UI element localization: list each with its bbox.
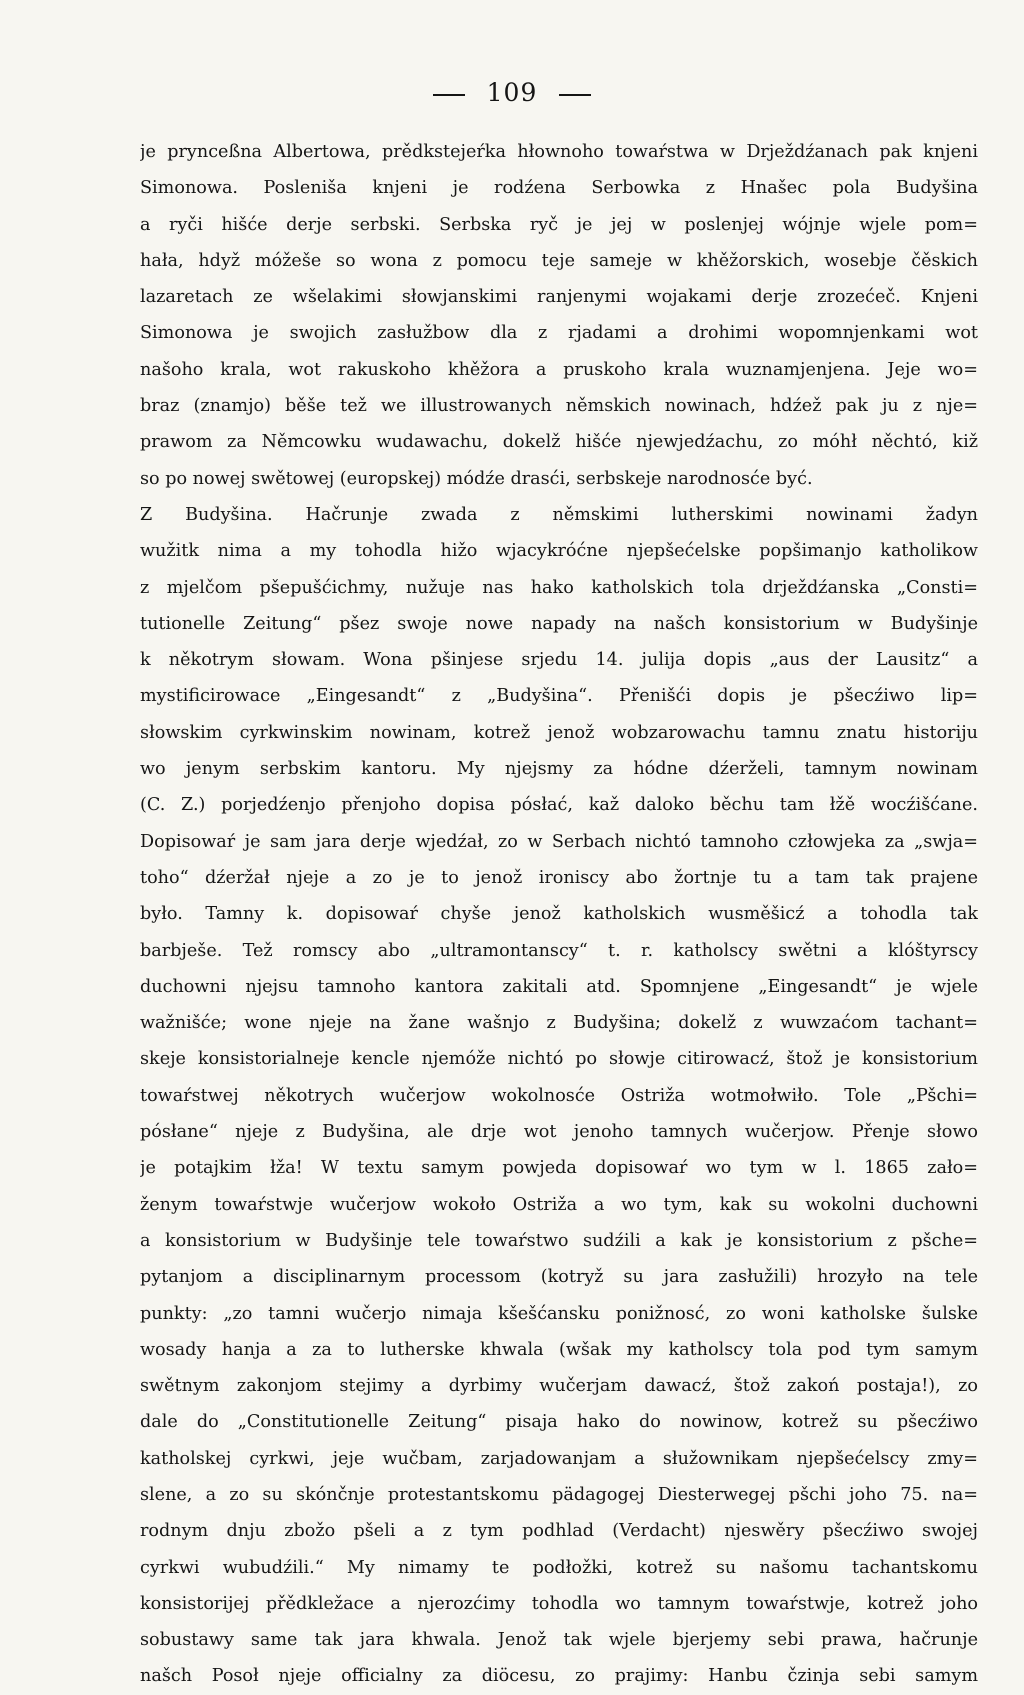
text-line: prawom za Němcowku wudawachu, dokelž hišće njewjedźachu, zo móhł něchtó, kiž bbox=[140, 432, 978, 453]
text-line: a ryči hišće derje serbski. Serbska ryč je jej w poslenjej wójnje wjele pom= bbox=[140, 214, 978, 235]
text-line: Simonowa. Posleniša knjeni je rodźena Serbowka z Hnašec pola Budyšina bbox=[140, 178, 978, 199]
text-line: wažnišće; wone njeje na žane wašnjo z Budyšina; dokelž z wuwzaćom tachant= bbox=[140, 1013, 978, 1034]
text-line: punkty: „zo tamni wučerjo nimaja kšešćansku ponižnosć, zo woni katholske šulske bbox=[140, 1303, 978, 1324]
text-line: pósłane“ njeje z Budyšina, ale drje wot jenoho tamnych wučerjow. Přenje słowo bbox=[140, 1122, 978, 1143]
header-dash-left bbox=[433, 94, 465, 96]
text-line: skeje konsistorialneje kencle njemóže nichtó po słowje citirowacź, štož je konsistorium bbox=[140, 1049, 978, 1070]
text-line: towaŕstwej někotrych wučerjow wokolnosće Ostriža wotmołwiło. Tole „Pšchi= bbox=[140, 1085, 978, 1106]
text-line: braz (znamjo) běše tež we illustrowanych němskich nowinach, hdźež pak ju z nje= bbox=[140, 396, 978, 417]
text-line: barbješe. Tež romscy abo „ultramontanscy“ t. r. katholscy swětni a klóštyrscy bbox=[140, 940, 978, 961]
body-text bbox=[140, 134, 978, 1695]
text-line: wužitk nima a my tohodla hižo wjacykróćne njepšećelske popšimanjo katholikow bbox=[140, 541, 978, 562]
page-number: 109 bbox=[486, 78, 538, 107]
text-line: našch Posoł njeje officialny za diöcesu, zo prajimy: Hanbu čzinja sebi samym bbox=[140, 1666, 978, 1687]
text-line: je prynceßna Albertowa, prědkstejeŕka hłownoho towaŕstwa w Drježdźanach pak knjeni bbox=[140, 142, 978, 162]
text-line: wosady hanja a za to lutherske khwala (wšak my katholscy tola pod tym samym bbox=[140, 1339, 978, 1360]
text-line: słowskim cyrkwinskim nowinam, kotrež jenož wobzarowachu tamnu znatu historiju bbox=[140, 722, 978, 743]
text-line: a konsistorium w Budyšinje tele towaŕstwo sudźili a kak je konsistorium z pšche= bbox=[140, 1230, 978, 1251]
text-line: (C. Z.) porjedźenjo přenjoho dopisa pósłać, kaž daloko běchu tam łžě wocźišćane. bbox=[140, 795, 978, 816]
text-line: sobustawy same tak jara khwala. Jenož tak wjele bjerjemy sebi prawa, hačrunje bbox=[140, 1630, 978, 1651]
text-line: ženym towaŕstwje wučerjow wokoło Ostriža a wo tym, kak su wokolni duchowni bbox=[140, 1194, 978, 1215]
text-line: rodnym dnju zbožo pšeli a z tym podhlad (Verdacht) njeswěry pšecźiwo swojej bbox=[140, 1521, 978, 1542]
text-line: Dopisowaŕ je sam jara derje wjedźał, zo w Serbach nichtó tamnoho człowjeka za „swja= bbox=[140, 831, 978, 852]
text-line: lazaretach ze wšelakimi słowjanskimi ranjenymi wojakami derje zrozećeč. Knjeni bbox=[140, 287, 978, 308]
text-line: hała, hdyž móžeše so wona z pomocu teje sameje w khěžorskich, wosebje čěskich bbox=[140, 250, 978, 271]
text-line: pytanjom a disciplinarnym processom (kotryž su jara zasłužili) hrozyło na tele bbox=[140, 1267, 978, 1288]
text-line: k někotrym słowam. Wona pšinjese srjedu 14. julija dopis „aus der Lausitz“ a bbox=[140, 650, 978, 671]
text-line: cyrkwi wubudźili.“ My nimamy te podłožki, kotrež su našomu tachantskomu bbox=[140, 1557, 978, 1578]
text-line: z mjelčom pšepušćichmy, nužuje nas hako katholskich tola drježdźanska „Consti= bbox=[140, 577, 978, 598]
header-dash-right bbox=[559, 94, 591, 96]
text-line: tutionelle Zeitung“ pšez swoje nowe napady na našch konsistorium w Budyšinje bbox=[140, 613, 978, 634]
text-line: Z Budyšina. Hačrunje zwada z němskimi lutherskimi nowinami žadyn bbox=[140, 504, 978, 525]
text-line: wo jenym serbskim kantoru. My njejsmy za hódne dźerželi, tamnym nowinam bbox=[140, 759, 978, 780]
text-line: Simonowa je swojich zasłužbow dla z rjadami a drohimi wopomnjenkami wot bbox=[140, 323, 978, 344]
page-header bbox=[0, 78, 1024, 107]
text-line: swětnym zakonjom stejimy a dyrbimy wučerjam dawacź, štož zakoń postaja!), zo bbox=[140, 1376, 978, 1397]
text-line: so po nowej swětowej (europskej) módźe drasći, serbskeje narodnosće być. bbox=[140, 468, 813, 489]
text-line: našoho krala, wot rakuskoho khěžora a pruskoho krala wuznamjenjena. Jeje wo= bbox=[140, 359, 978, 380]
text-line: dale do „Constitutionelle Zeitung“ pisaja hako do nowinow, kotrež su pšecźiwo bbox=[140, 1412, 978, 1433]
text-line: było. Tamny k. dopisowaŕ chyše jenož katholskich wusměšicź a tohodla tak bbox=[140, 904, 978, 925]
text-line: je potajkim łža! W textu samym powjeda dopisowaŕ wo tym w l. 1865 zało= bbox=[140, 1158, 978, 1179]
text-line: slene, a zo su skónčnje protestantskomu pädagogej Diesterwegej pšchi joho 75. na= bbox=[140, 1484, 978, 1505]
text-line: konsistorijej přědkležace a njerozćimy tohodla wo tamnym towaŕstwje, kotrež joho bbox=[140, 1593, 978, 1614]
text-line: toho“ dźeržał njeje a zo je to jenož ironiscy abo žortnje tu a tam tak prajene bbox=[140, 867, 978, 888]
text-line: katholskej cyrkwi, jeje wučbam, zarjadowanjam a słužownikam njepšećelscy zmy= bbox=[140, 1448, 978, 1469]
text-line: duchowni njejsu tamnoho kantora zakitali atd. Spomnjene „Eingesandt“ je wjele bbox=[140, 976, 978, 997]
text-line: mystificirowace „Eingesandt“ z „Budyšina“. Přenišći dopis je pšecźiwo lip= bbox=[140, 686, 978, 707]
